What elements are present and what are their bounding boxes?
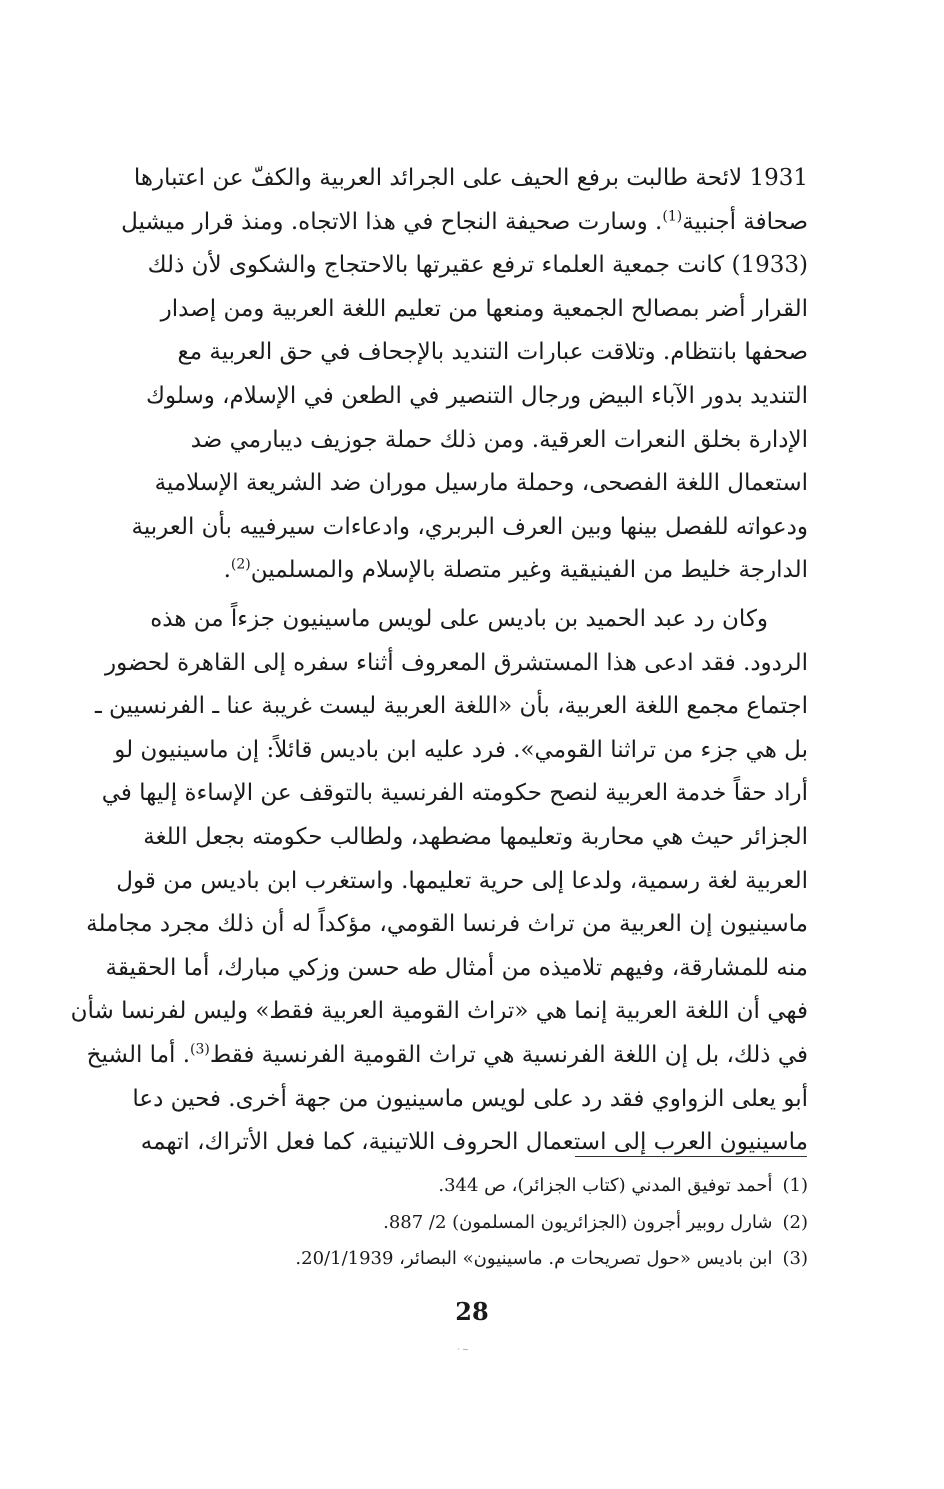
paragraph-2: [70, 598, 808, 1165]
text-line: بل هي جزء من تراثنا القومي». فرد عليه ابن باديس قائلاً: إن ماسينيون لو: [114, 736, 808, 763]
footnote-item: [200, 1168, 808, 1205]
footnote-text: أحمد توفيق المدني (كتاب الجزائر)، ص 344.: [438, 1175, 773, 1196]
footnote-separator: [575, 1156, 807, 1157]
footnotes: [200, 1168, 808, 1278]
paragraph-1: [100, 157, 808, 593]
text-line: [100, 201, 808, 245]
footnote-item: [200, 1205, 808, 1242]
text-line: ماسينيون إن العربية من تراث فرنسا القومي، مؤكداً له أن ذلك مجرد مجاملة: [86, 911, 808, 938]
text-line: أبو يعلى الزواوي فقد رد على لويس ماسينيون من جهة أخرى. فحين دعا: [132, 1085, 808, 1112]
text-line: أراد حقاً خدمة العربية لنصح حكومته الفرنسية بالتوقف عن الإساءة إليها في: [101, 780, 808, 807]
text-line: العربية لغة رسمية، ولدعا إلى حرية تعليمها. واستغرب ابن باديس من قول: [116, 867, 808, 894]
text-line: (1933) كانت جمعية العلماء ترفع عقيرتها بالاحتجاج والشكوى لأن ذلك: [147, 252, 808, 279]
footnote-reference: (2): [230, 556, 251, 573]
footnote-text: ابن باديس «حول تصريحات م. ماسينيون» البصائر، 20/1/1939.: [295, 1248, 773, 1269]
footnote-item: [200, 1241, 808, 1278]
text-line: اجتماع مجمع اللغة العربية، بأن «اللغة العربية ليست غريبة عنا ـ الفرنسيين ـ: [94, 693, 808, 720]
text-line: ودعواته للفصل بينها وبين العرف البربري، وادعاءات سيرفييه بأن العربية: [131, 513, 808, 540]
text-segment: الدارجة خليط من الفينيقية وغير متصلة بالإسلام والمسلمين: [250, 557, 808, 584]
page-number: 28: [455, 1297, 489, 1326]
text-segment: .: [223, 557, 231, 584]
text-segment: في ذلك، بل إن اللغة الفرنسية هي تراث القومية الفرنسية فقط: [209, 1041, 808, 1068]
footnote-reference: (3): [190, 1041, 210, 1058]
footnote-number: (3): [782, 1248, 808, 1269]
text-line: الجزائر حيث هي محاربة وتعليمها مضطهد، ولطالب حكومته بجعل اللغة: [143, 823, 808, 850]
footnote-reference: (1): [662, 207, 683, 224]
text-segment: . وسارت صحيفة النجاح في هذا الاتجاه. ومنذ قرار ميشيل: [121, 208, 663, 235]
text-line: القرار أضر بمصالح الجمعية ومنعها من تعليم اللغة العربية ومن إصدار: [160, 295, 808, 322]
text-segment: صحافة أجنبية: [682, 208, 808, 235]
text-line: فهي أن اللغة العربية إنما هي «تراث القومية العربية فقط» وليس لفرنسا شأن: [70, 998, 808, 1025]
text-line: [100, 549, 808, 593]
scan-speck: · ∼: [457, 1345, 469, 1354]
text-line: 1931 لائحة طالبت برفع الحيف على الجرائد العربية والكفّ عن اعتبارها: [133, 165, 808, 191]
text-segment: . أما الشيخ: [86, 1041, 191, 1068]
text-line: ماسينيون العرب إلى استعمال الحروف اللاتينية، كما فعل الأتراك، اتهمه: [140, 1129, 808, 1156]
text-line: الردود. فقد ادعى هذا المستشرق المعروف أثناء سفره إلى القاهرة لحضور: [104, 649, 808, 676]
text-line: [86, 1034, 808, 1078]
text-line: منه للمشارقة، وفيهم تلاميذه من أمثال طه حسن وزكي مبارك، أما الحقيقة: [105, 954, 808, 981]
text-line: استعمال اللغة الفصحى، وحملة مارسيل موران ضد الشريعة الإسلامية: [154, 470, 808, 497]
text-line: التنديد بدور الآباء البيض ورجال التنصير في الطعن في الإسلام، وسلوك: [145, 382, 808, 409]
text-line: الإدارة بخلق النعرات العرقية. ومن ذلك حملة جوزيف ديبارمي ضد: [190, 426, 808, 453]
text-line: صحفها بانتظام. وتلاقت عبارات التنديد بالإجحاف في حق العربية مع: [177, 339, 808, 366]
footnote-number: (1): [782, 1175, 808, 1196]
footnote-text: شارل روبير أجرون (الجزائريون المسلمون) 2/ 887.: [383, 1211, 773, 1233]
text-line: وكان رد عبد الحميد بن باديس على لويس ماسينيون جزءاً من هذه: [150, 606, 768, 632]
footnote-number: (2): [782, 1211, 808, 1233]
